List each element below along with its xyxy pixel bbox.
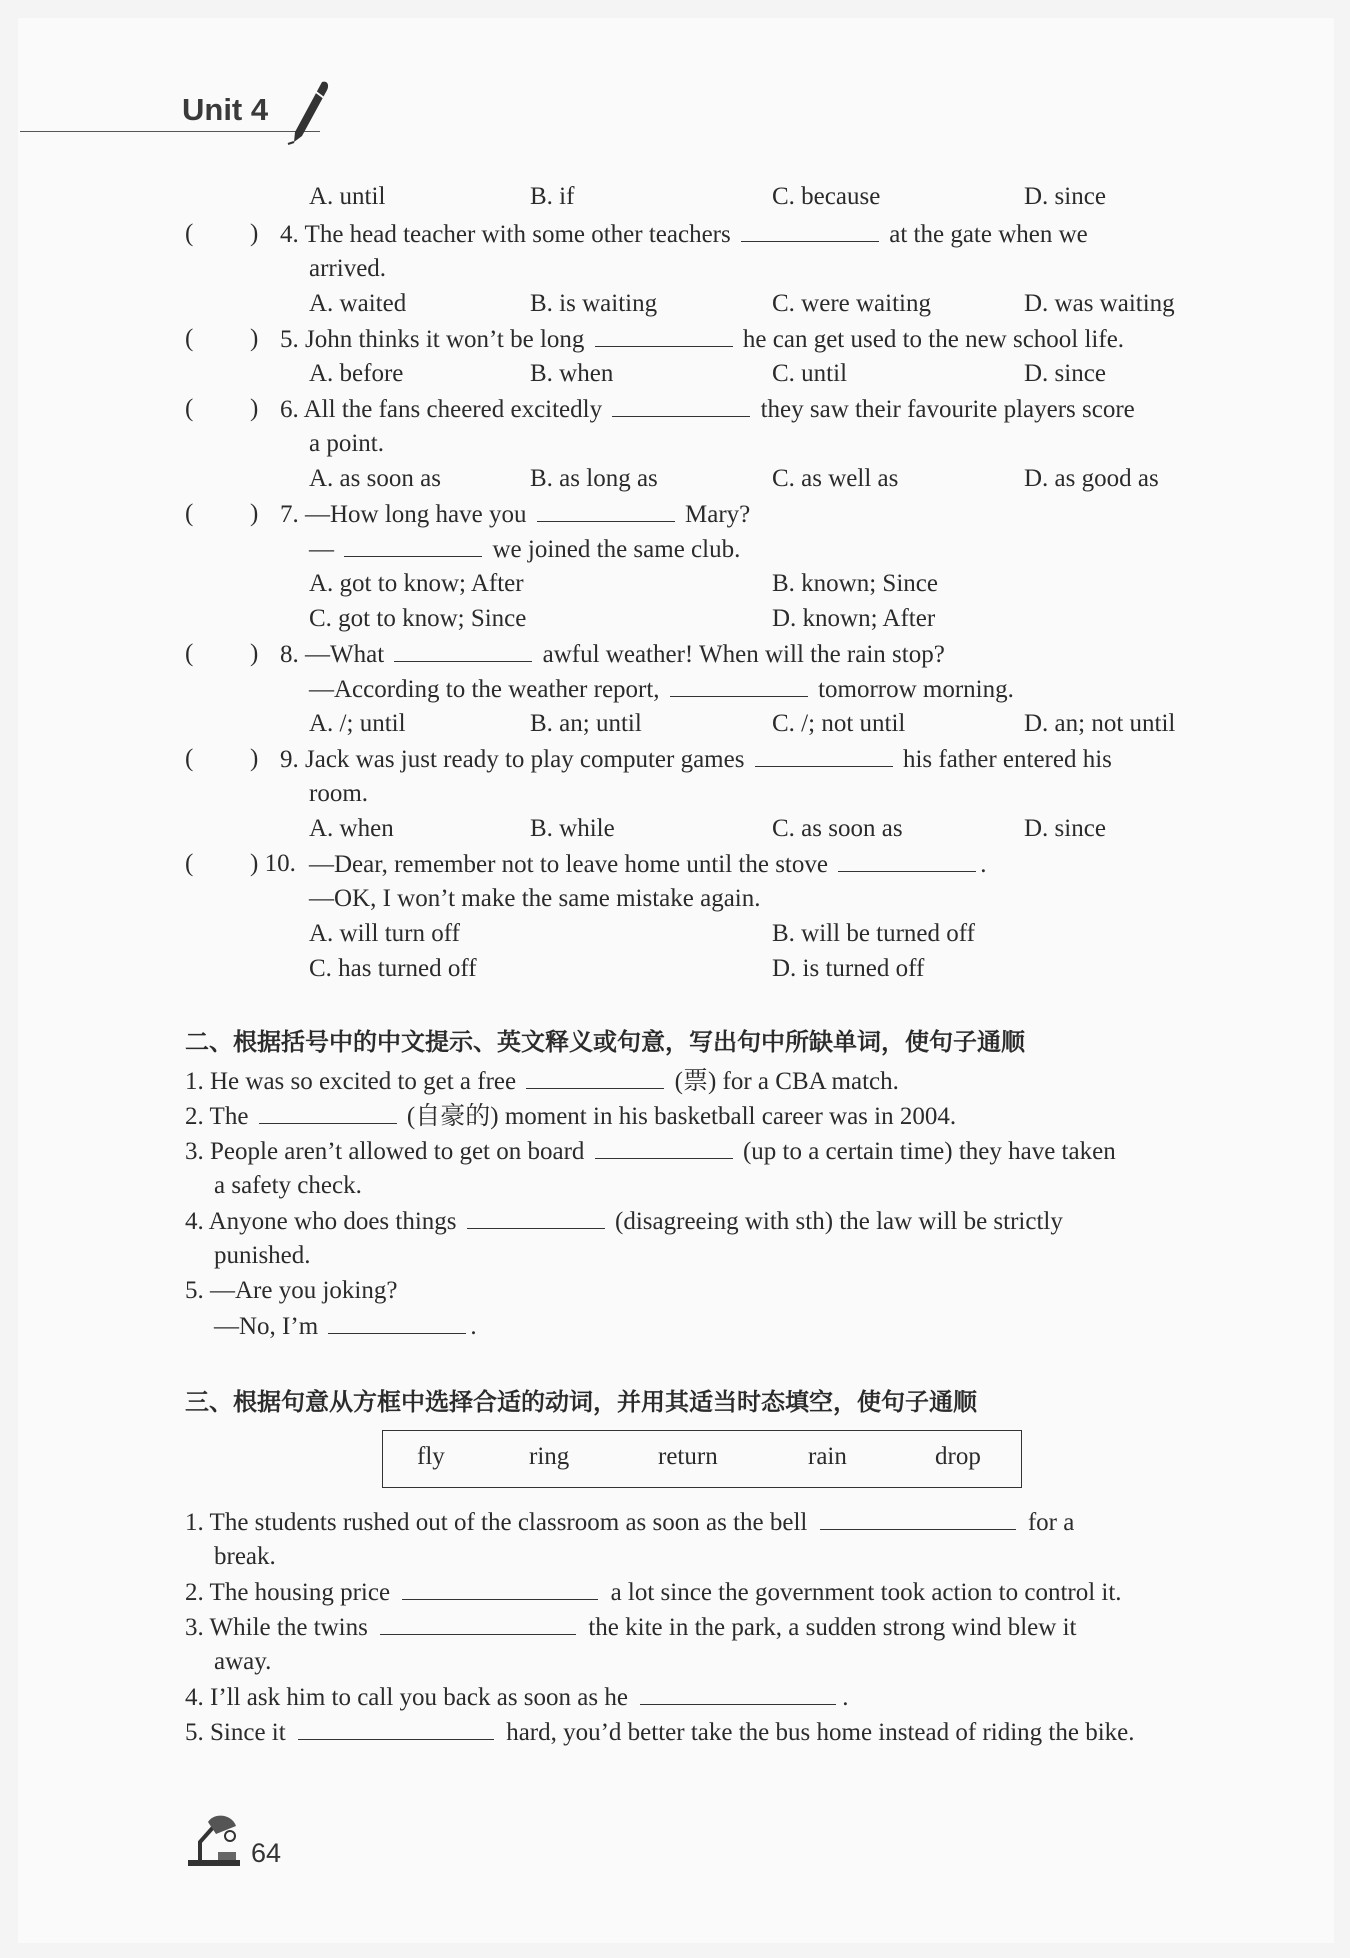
q4-option-b[interactable]: B. is waiting: [530, 290, 658, 317]
q9-option-b[interactable]: B. while: [530, 815, 615, 842]
q10-blank[interactable]: [838, 849, 976, 872]
q5-paren-open: (: [185, 325, 194, 352]
q7-paren-close: ): [250, 500, 259, 527]
q8-text: [280, 639, 945, 670]
page-number: 64: [251, 1838, 282, 1868]
s3-q2-stem: 2. The housing price: [185, 1579, 391, 1606]
q8-option-d[interactable]: D. an; not until: [1024, 710, 1176, 737]
q7-stem-end: Mary?: [685, 501, 751, 528]
q7-option-d[interactable]: D. known; After: [772, 605, 936, 632]
q10-paren-open: (: [185, 850, 194, 877]
q7-option-c[interactable]: C. got to know; Since: [309, 605, 527, 632]
q7-paren-open: (: [185, 500, 194, 527]
q6-text-cont: a point.: [309, 430, 384, 457]
q6-paren-open: (: [185, 395, 194, 422]
q3-option-b[interactable]: B. if: [530, 183, 575, 210]
q8-stem: 8. —What: [280, 641, 385, 668]
s2-q3-hint: (up to a certain time) they have taken: [742, 1138, 1116, 1165]
q4-paren-close: ): [250, 220, 259, 247]
q4-stem-end: at the gate when we: [889, 221, 1088, 248]
q9-paren-open: (: [185, 745, 194, 772]
q9-option-c[interactable]: C. as soon as: [772, 815, 903, 842]
q3-option-c[interactable]: C. because: [772, 183, 881, 210]
q8-option-b[interactable]: B. an; until: [530, 710, 642, 737]
q9-option-a[interactable]: A. when: [309, 815, 394, 842]
q4-stem: 4. The head teacher with some other teachers: [280, 221, 731, 248]
q4-paren-open: (: [185, 220, 194, 247]
q10-option-d[interactable]: D. is turned off: [772, 955, 925, 982]
s3-q3-stem: 3. While the twins: [185, 1614, 368, 1641]
s3-q1-stem: 1. The students rushed out of the classroom as soon as the bell: [185, 1509, 808, 1536]
q8-option-a[interactable]: A. /; until: [309, 710, 406, 737]
q10-period: .: [980, 851, 987, 878]
s3-q5-stem-end: hard, you’d better take the bus home instead of riding the bike.: [506, 1719, 1135, 1746]
s3-q2: [185, 1577, 1122, 1608]
q7-answer-line: [309, 534, 740, 565]
q7-text: [280, 499, 750, 530]
q10-number: ) 10.: [250, 850, 296, 877]
section3-heading: 三、根据句意从方框中选择合适的动词，并用其适当时态填空，使句子通顺: [185, 1388, 977, 1416]
q6-paren-close: ): [250, 395, 259, 422]
q5-option-c[interactable]: C. until: [772, 360, 848, 387]
q9-stem: 9. Jack was just ready to play computer games: [280, 746, 745, 773]
s2-q5-answer: [214, 1311, 477, 1342]
q5-option-b[interactable]: B. when: [530, 360, 614, 387]
q4-text: [280, 219, 1088, 250]
q5-option-a[interactable]: A. before: [309, 360, 404, 387]
s3-q4-stem: 4. I’ll ask him to call you back as soon as he: [185, 1684, 628, 1711]
q6-option-c[interactable]: C. as well as: [772, 465, 899, 492]
section2-heading: 二、根据括号中的中文提示、英文释义或句意，写出句中所缺单词，使句子通顺: [185, 1028, 1025, 1056]
s2-q3: [185, 1136, 1116, 1167]
s3-q4-period: .: [842, 1684, 849, 1711]
s2-q1-blank[interactable]: [526, 1066, 664, 1089]
s3-q3: [185, 1612, 1076, 1643]
s3-q5: [185, 1717, 1134, 1748]
s3-q1-blank[interactable]: [820, 1507, 1016, 1530]
q7-answer-text: we joined the same club.: [492, 536, 741, 563]
q8-blank-2[interactable]: [670, 674, 808, 697]
word-box: [382, 1430, 1022, 1488]
q6-option-b[interactable]: B. as long as: [530, 465, 658, 492]
q9-option-d[interactable]: D. since: [1024, 815, 1106, 842]
q6-blank[interactable]: [612, 394, 750, 417]
q5-text: [280, 324, 1124, 355]
q8-option-c[interactable]: C. /; not until: [772, 710, 906, 737]
q10-stem: —Dear, remember not to leave home until the stove: [309, 851, 828, 878]
q5-option-d[interactable]: D. since: [1024, 360, 1106, 387]
q3-option-a[interactable]: A. until: [309, 183, 386, 210]
pen-icon: [286, 78, 332, 146]
word-rain: rain: [808, 1443, 847, 1470]
s3-q4: [185, 1682, 848, 1713]
q8-blank-1[interactable]: [394, 639, 532, 662]
q4-option-c[interactable]: C. were waiting: [772, 290, 931, 317]
q8-answer-text: —According to the weather report,: [309, 676, 660, 703]
q7-dash: —: [309, 536, 334, 563]
s2-q1-hint: (票) for a CBA match.: [674, 1068, 899, 1095]
s3-q1-cont: break.: [214, 1543, 276, 1570]
s3-q5-blank[interactable]: [298, 1717, 494, 1740]
s3-q2-stem-end: a lot since the government took action to control it.: [610, 1579, 1122, 1606]
header-rule: [20, 131, 320, 132]
q4-text-cont: arrived.: [309, 255, 387, 282]
s3-q2-blank[interactable]: [402, 1577, 598, 1600]
s2-q1: [185, 1066, 899, 1097]
s2-q2-hint: (自豪的) moment in his basketball career was in 2004.: [406, 1103, 957, 1130]
desk-lamp-icon: [186, 1812, 246, 1868]
s3-q1: [185, 1507, 1074, 1538]
s2-q4-stem: 4. Anyone who does things: [185, 1208, 457, 1235]
word-ring: ring: [529, 1443, 570, 1470]
q5-stem-end: he can get used to the new school life.: [742, 326, 1125, 353]
q8-paren-open: (: [185, 640, 194, 667]
s2-q4-cont: punished.: [214, 1242, 311, 1269]
q6-option-a[interactable]: A. as soon as: [309, 465, 441, 492]
s2-q5-blank[interactable]: [328, 1311, 466, 1334]
q4-option-d[interactable]: D. was waiting: [1024, 290, 1175, 317]
q8-answer-line: [309, 674, 1014, 705]
q5-blank[interactable]: [595, 324, 733, 347]
s3-q4-blank[interactable]: [640, 1682, 836, 1705]
s2-q4: [185, 1206, 1063, 1237]
s2-q3-stem: 3. People aren’t allowed to get on board: [185, 1138, 585, 1165]
s2-q4-hint: (disagreeing with sth) the law will be strictly: [615, 1208, 1063, 1235]
q5-paren-close: ): [250, 325, 259, 352]
s2-q5: 5. —Are you joking?: [185, 1277, 398, 1304]
q9-text-cont: room.: [309, 780, 369, 807]
q10-option-b[interactable]: B. will be turned off: [772, 920, 975, 947]
q6-stem: 6. All the fans cheered excitedly: [280, 396, 603, 423]
q3-option-d[interactable]: D. since: [1024, 183, 1106, 210]
q4-blank[interactable]: [741, 219, 879, 242]
s2-q5-stem: —No, I’m: [214, 1313, 319, 1340]
s2-q1-stem: 1. He was so excited to get a free: [185, 1068, 517, 1095]
q6-text: [280, 394, 1135, 425]
s3-q3-blank[interactable]: [380, 1612, 576, 1635]
q10-option-a[interactable]: A. will turn off: [309, 920, 460, 947]
q8-answer-end: tomorrow morning.: [818, 676, 1014, 703]
q9-stem-end: his father entered his: [902, 746, 1112, 773]
unit-title: Unit 4: [182, 92, 269, 127]
q9-blank[interactable]: [755, 744, 893, 767]
q7-blank-2[interactable]: [344, 534, 482, 557]
q8-paren-close: ): [250, 640, 259, 667]
q4-option-a[interactable]: A. waited: [309, 290, 407, 317]
q7-option-b[interactable]: B. known; Since: [772, 570, 938, 597]
s3-q3-stem-end: the kite in the park, a sudden strong wind blew it: [588, 1614, 1077, 1641]
s2-q2-stem: 2. The: [185, 1103, 249, 1130]
s3-q3-cont: away.: [214, 1648, 272, 1675]
q5-stem: 5. John thinks it won’t be long: [280, 326, 585, 353]
q10-answer-text: —OK, I won’t make the same mistake again.: [309, 885, 761, 912]
q7-blank-1[interactable]: [537, 499, 675, 522]
q6-stem-end: they saw their favourite players score: [760, 396, 1135, 423]
s2-q2-blank[interactable]: [259, 1101, 397, 1124]
s3-q5-stem: 5. Since it: [185, 1719, 286, 1746]
q8-stem-end: awful weather! When will the rain stop?: [542, 641, 945, 668]
q9-text: [280, 744, 1112, 775]
s2-q2: [185, 1101, 956, 1132]
q10-text: [309, 849, 986, 880]
q9-paren-close: ): [250, 745, 259, 772]
q6-option-d[interactable]: D. as good as: [1024, 465, 1159, 492]
word-fly: fly: [417, 1443, 445, 1470]
s3-q1-stem-end: for a: [1027, 1509, 1075, 1536]
word-drop: drop: [935, 1443, 981, 1470]
s2-q3-cont: a safety check.: [214, 1172, 362, 1199]
s2-q5-period: .: [470, 1313, 477, 1340]
s2-q3-blank[interactable]: [595, 1136, 733, 1159]
q7-option-a[interactable]: A. got to know; After: [309, 570, 524, 597]
word-return: return: [658, 1443, 718, 1470]
q10-option-c[interactable]: C. has turned off: [309, 955, 477, 982]
q7-stem: 7. —How long have you: [280, 501, 527, 528]
s2-q4-blank[interactable]: [467, 1206, 605, 1229]
